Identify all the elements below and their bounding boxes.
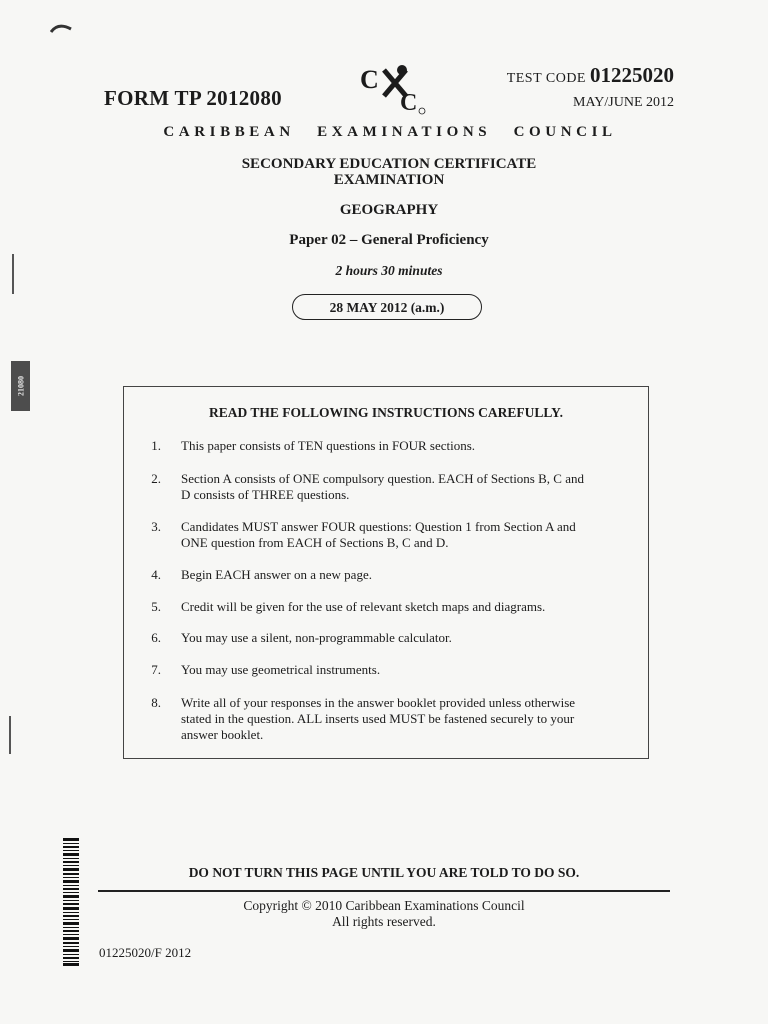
footer-divider	[98, 890, 670, 892]
subject-title: GEOGRAPHY	[339, 202, 439, 218]
exam-date: 28 MAY 2012 (a.m.)	[292, 294, 482, 320]
instruction-text: Begin EACH answer on a new page.	[181, 567, 372, 582]
instruction-number: 1.	[151, 438, 161, 453]
instruction-text: ONE question from EACH of Sections B, C and D.	[181, 535, 449, 550]
instruction-text: Write all of your responses in the answer booklet provided unless otherwise	[181, 695, 576, 710]
document-code: 01225020/F 2012	[99, 945, 192, 960]
instruction-number: 8.	[151, 695, 161, 710]
exam-duration: 2 hours 30 minutes	[335, 263, 443, 278]
svg-text:C: C	[360, 65, 379, 94]
test-code-label: TEST CODE	[506, 71, 586, 86]
instruction-text: You may use a silent, non-programmable calculator.	[181, 630, 452, 645]
copyright-line-1: Copyright © 2010 Caribbean Examinations Council	[243, 898, 525, 913]
instruction-text: answer booklet.	[181, 727, 264, 742]
instruction-text: You may use geometrical instruments.	[181, 662, 381, 677]
instruction-text: D consists of THREE questions.	[181, 487, 350, 502]
certificate-title	[0, 156, 768, 188]
certificate-line-2: EXAMINATION	[333, 172, 445, 188]
instruction-number: 3.	[151, 519, 161, 534]
council-name: CARIBBEAN EXAMINATIONS COUNCIL	[163, 124, 617, 140]
instruction-number: 7.	[151, 662, 161, 677]
form-number: FORM TP 2012080	[104, 86, 282, 110]
copyright-line-2: All rights reserved.	[332, 914, 436, 929]
do-not-turn-warning: DO NOT TURN THIS PAGE UNTIL YOU ARE TOLD TO DO SO.	[188, 865, 580, 880]
instructions-heading: READ THE FOLLOWING INSTRUCTIONS CAREFULLY.	[209, 405, 563, 420]
instruction-text: This paper consists of TEN questions in FOUR sections.	[181, 438, 476, 453]
certificate-line-1: SECONDARY EDUCATION CERTIFICATE	[241, 156, 537, 172]
test-code	[507, 63, 674, 88]
edge-mark	[12, 254, 14, 294]
instruction-number: 2.	[151, 471, 161, 486]
test-code-value: 01225020	[590, 63, 674, 87]
instruction-text: Candidates MUST answer FOUR questions: Question 1 from Section A and	[181, 519, 576, 534]
corner-mark-icon	[50, 22, 72, 34]
instruction-number: 4.	[151, 567, 161, 582]
instruction-text: Credit will be given for the use of relevant sketch maps and diagrams.	[181, 599, 546, 614]
copyright-notice	[0, 898, 768, 930]
side-tab	[11, 361, 30, 411]
paper-title: Paper 02 – General Proficiency	[289, 232, 489, 248]
instruction-text: stated in the question. ALL inserts used MUST be fastened securely to your	[181, 711, 575, 726]
instructions-box	[123, 386, 649, 759]
instruction-text: Section A consists of ONE compulsory question. EACH of Sections B, C and	[181, 471, 584, 486]
edge-mark	[9, 716, 11, 754]
side-tab-label: 21080	[16, 376, 25, 396]
instruction-number: 5.	[151, 599, 161, 614]
instruction-number: 6.	[151, 630, 161, 645]
svg-text:C: C	[400, 90, 418, 116]
exam-session: MAY/JUNE 2012	[573, 95, 674, 110]
cxc-logo-icon	[356, 62, 430, 116]
